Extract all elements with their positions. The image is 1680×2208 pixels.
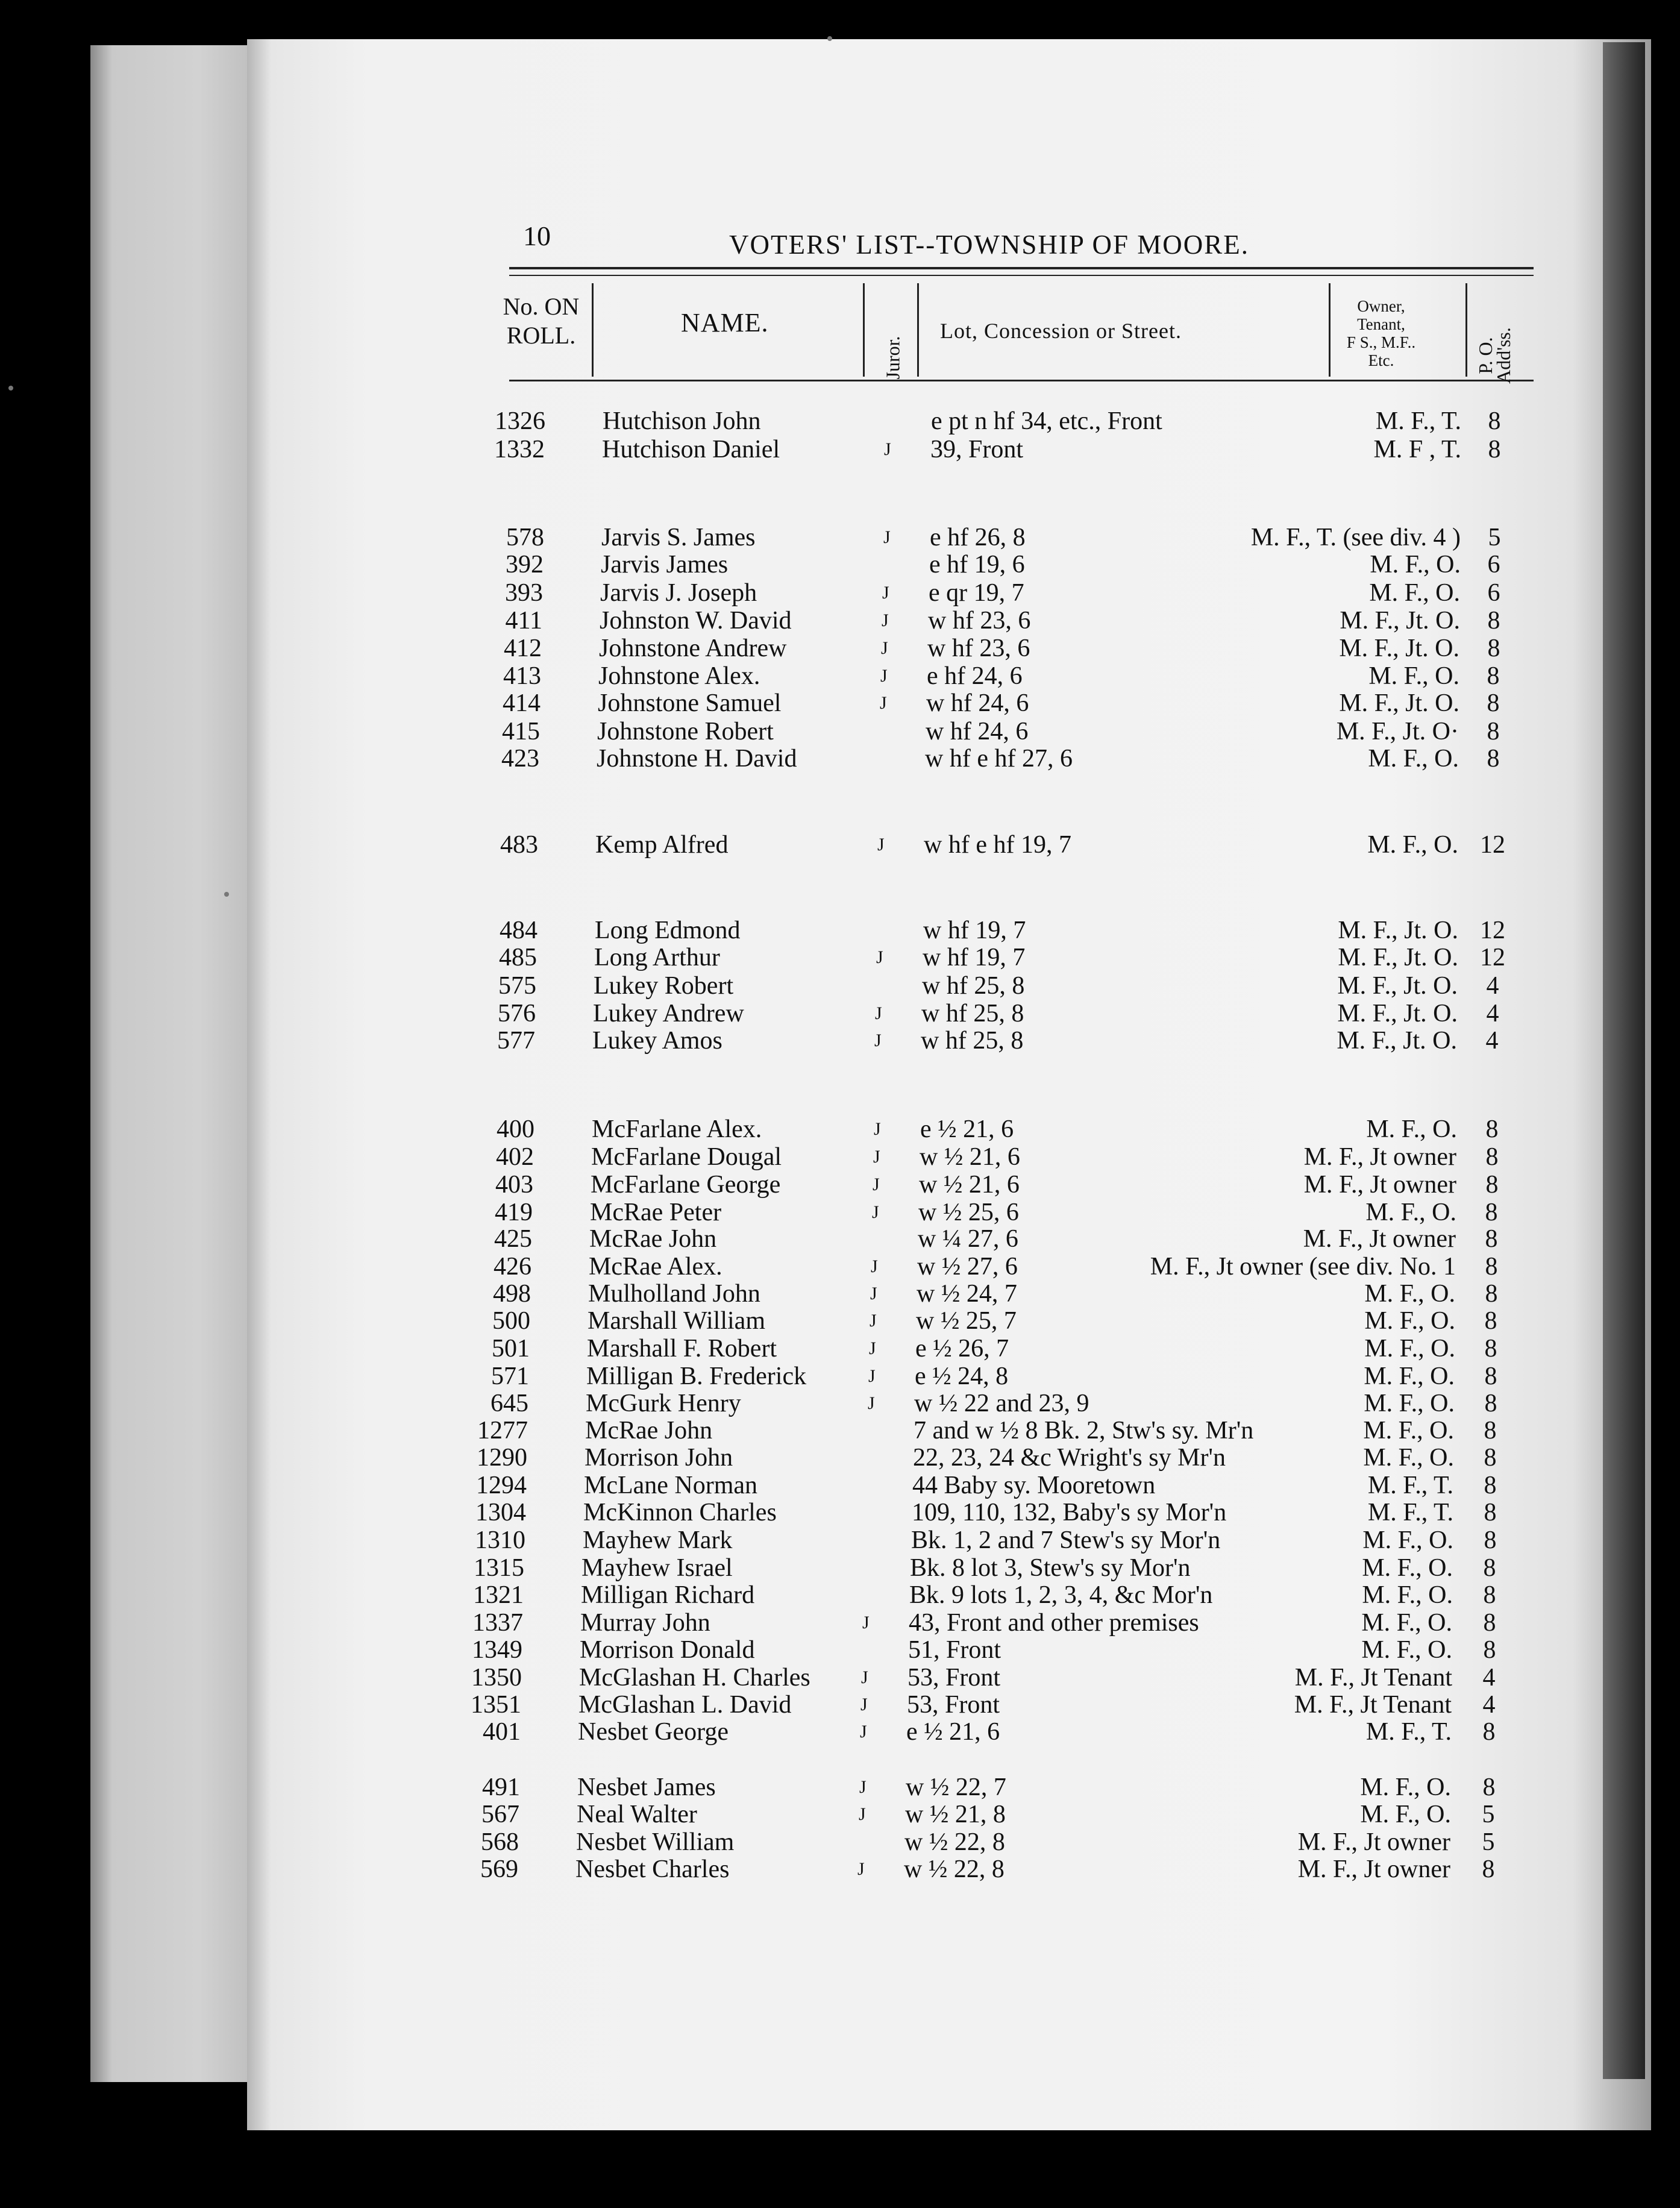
voter-name: Kemp Alfred: [595, 831, 729, 859]
owner-status: M. F., T.: [1365, 1718, 1452, 1746]
owner-status: M. F., Jt. O.: [1338, 944, 1458, 971]
lot-concession: w ½ 22, 7: [906, 1774, 1006, 1801]
juror-mark: J: [870, 1311, 877, 1331]
voter-name: McGlashan L. David: [578, 1691, 792, 1719]
owner-status: M. F., O.: [1363, 1417, 1454, 1444]
column-divider: [1329, 283, 1331, 377]
juror-mark: J: [860, 1695, 868, 1714]
lot-concession: e ½ 21, 6: [906, 1718, 1000, 1746]
owner-status: M. F., O.: [1364, 1280, 1455, 1308]
owner-status: M. F., Jt. O.: [1338, 917, 1458, 944]
roll-number: 484: [500, 917, 538, 944]
post-office: 8: [1487, 745, 1500, 773]
juror-mark: J: [874, 1030, 882, 1050]
roll-number: 413: [503, 662, 541, 690]
voter-name: Morrison Donald: [580, 1636, 755, 1664]
scan-speck: [8, 386, 13, 390]
post-office: 8: [1485, 1280, 1498, 1308]
voter-name: Milligan Richard: [581, 1581, 755, 1609]
lot-concession: w ½ 25, 7: [916, 1307, 1017, 1335]
owner-status: M. F., Jt. O.: [1339, 689, 1459, 717]
voter-name: McFarlane Alex.: [592, 1115, 762, 1143]
voter-name: Marshall William: [588, 1307, 765, 1335]
voter-name: Jarvis James: [601, 551, 729, 579]
roll-number: 577: [497, 1027, 535, 1055]
owner-status: M. F., O.: [1363, 1444, 1454, 1472]
juror-mark: J: [872, 1202, 879, 1222]
roll-number: 578: [506, 524, 544, 551]
lot-concession: w ¼ 27, 6: [918, 1225, 1018, 1253]
roll-number: 568: [481, 1828, 519, 1856]
post-office: 8: [1487, 662, 1500, 690]
roll-number: 501: [492, 1335, 530, 1363]
post-office: 8: [1483, 1554, 1496, 1582]
voter-name: Mulholland John: [588, 1280, 760, 1308]
juror-mark: J: [870, 1284, 877, 1303]
column-header-po: P. O. Add'ss.: [1475, 327, 1514, 384]
juror-mark: J: [877, 835, 885, 855]
post-office: 8: [1488, 436, 1501, 463]
voter-name: Lukey Robert: [594, 972, 734, 1000]
roll-number: 1277: [477, 1417, 528, 1444]
lot-concession: 7 and w ½ 8 Bk. 2, Stw's sy. Mr'n: [914, 1417, 1254, 1444]
juror-mark: J: [868, 1366, 876, 1386]
scan-speck: [224, 892, 229, 897]
lot-concession: w ½ 27, 6: [917, 1253, 1018, 1281]
juror-mark: J: [857, 1859, 865, 1879]
owner-status: M. F., O.: [1360, 1774, 1451, 1801]
owner-status: M. F., O.: [1362, 1581, 1453, 1609]
voter-name: McRae Alex.: [589, 1253, 722, 1281]
roll-number: 1326: [495, 407, 545, 435]
voter-name: Johnstone Robert: [597, 718, 774, 745]
roll-number: 491: [482, 1774, 520, 1801]
lot-concession: 43, Front and other premises: [909, 1609, 1199, 1637]
column-header-roll: No. ON ROLL.: [503, 293, 580, 349]
column-header-name: NAME.: [681, 308, 769, 337]
juror-mark: J: [868, 1393, 875, 1413]
roll-number: 401: [483, 1718, 521, 1746]
owner-status: M. F., O.: [1365, 1199, 1456, 1226]
post-office: 8: [1487, 635, 1500, 662]
post-office: 8: [1485, 1171, 1499, 1199]
owner-status: M. F., Jt owner (see div. No. 1: [1150, 1253, 1456, 1281]
roll-number: 1337: [472, 1609, 523, 1637]
juror-mark: J: [859, 1777, 867, 1797]
juror-mark: J: [859, 1804, 866, 1824]
post-office: 8: [1484, 1363, 1497, 1390]
lot-concession: 51, Front: [908, 1636, 1001, 1664]
juror-mark: J: [862, 1613, 870, 1632]
post-office: 12: [1480, 917, 1505, 944]
voter-name: Johnstone Andrew: [599, 635, 787, 662]
owner-status: M. F., O.: [1368, 662, 1459, 690]
juror-mark: J: [880, 693, 887, 713]
post-office: 8: [1484, 1335, 1497, 1363]
lot-concession: w hf 19, 7: [923, 917, 1026, 944]
header-top-rule-thin: [509, 275, 1534, 276]
voter-name: McRae John: [585, 1417, 713, 1444]
owner-status: M. F., Jt. O.: [1339, 635, 1459, 662]
roll-number: 1321: [473, 1581, 524, 1609]
scan-speck: [827, 36, 832, 41]
voter-name: Lukey Andrew: [593, 1000, 744, 1027]
voter-name: Johnstone Samuel: [598, 689, 782, 717]
post-office: 4: [1485, 1027, 1499, 1055]
lot-concession: w ½ 22, 8: [904, 1828, 1005, 1856]
lot-concession: 22, 23, 24 &c Wright's sy Mr'n: [913, 1444, 1226, 1472]
juror-mark: J: [876, 947, 883, 967]
post-office: 6: [1487, 579, 1500, 607]
lot-concession: w hf e hf 19, 7: [924, 831, 1071, 859]
roll-number: 402: [496, 1143, 534, 1171]
owner-status: M. F., O.: [1368, 745, 1459, 773]
roll-number: 412: [504, 635, 542, 662]
juror-mark: J: [860, 1722, 867, 1742]
lot-concession: 39, Front: [930, 436, 1024, 463]
owner-status: M. F., O.: [1360, 1801, 1451, 1828]
post-office: 12: [1480, 944, 1505, 971]
lot-concession: w ½ 24, 7: [917, 1280, 1017, 1308]
juror-mark: J: [869, 1338, 876, 1358]
post-office: 8: [1484, 1444, 1497, 1472]
owner-status: M. F., O.: [1369, 579, 1460, 607]
voter-name: McFarlane Dougal: [591, 1143, 782, 1171]
voter-name: Hutchison John: [603, 407, 761, 435]
roll-number: 567: [481, 1801, 519, 1828]
roll-number: 1304: [475, 1499, 526, 1526]
lot-concession: w hf 19, 7: [923, 944, 1026, 971]
roll-number: 411: [505, 607, 542, 635]
owner-status: M. F., Jt owner: [1303, 1143, 1456, 1171]
owner-status: M. F., Jt. O.: [1337, 1027, 1457, 1055]
post-office: 8: [1487, 689, 1500, 717]
voter-name: Mayhew Mark: [583, 1526, 733, 1554]
roll-number: 423: [501, 745, 539, 773]
owner-status: M. F., O.: [1362, 1526, 1453, 1554]
voter-name: Johnston W. David: [600, 607, 792, 635]
header-bottom-rule: [509, 380, 1534, 381]
roll-number: 569: [480, 1855, 518, 1883]
page-edge-shadow: [1603, 42, 1645, 2079]
post-office: 8: [1485, 1115, 1499, 1143]
post-office: 4: [1482, 1664, 1496, 1692]
voter-name: McRae Peter: [590, 1199, 722, 1226]
voter-name: Nesbet George: [578, 1718, 729, 1746]
lot-concession: w hf 23, 6: [927, 635, 1030, 662]
lot-concession: w ½ 25, 6: [918, 1199, 1019, 1226]
post-office: 8: [1485, 1143, 1499, 1171]
lot-concession: e qr 19, 7: [929, 579, 1024, 607]
post-office: 8: [1482, 1718, 1496, 1746]
voter-name: Hutchison Daniel: [602, 436, 780, 463]
owner-status: M. F., O.: [1361, 1609, 1452, 1637]
lot-concession: e ½ 26, 7: [915, 1335, 1009, 1363]
lot-concession: e hf 24, 6: [927, 662, 1023, 690]
lot-concession: w hf 25, 8: [921, 1027, 1024, 1055]
lot-concession: 44 Baby sy. Mooretown: [912, 1472, 1156, 1499]
lot-concession: 109, 110, 132, Baby's sy Mor'n: [912, 1499, 1227, 1526]
roll-number: 571: [491, 1363, 529, 1390]
lot-concession: Bk. 9 lots 1, 2, 3, 4, &c Mor'n: [909, 1581, 1213, 1609]
voter-name: Neal Walter: [577, 1801, 697, 1828]
roll-number: 426: [494, 1253, 531, 1281]
voter-name: Mayhew Israel: [581, 1554, 733, 1582]
juror-mark: J: [880, 666, 888, 686]
column-divider: [863, 283, 865, 377]
roll-number: 1351: [471, 1691, 521, 1719]
voter-name: Jarvis J. Joseph: [600, 579, 757, 607]
owner-status: M. F., O.: [1364, 1390, 1455, 1417]
owner-status: M. F., T. (see div. 4 ): [1250, 524, 1461, 551]
lot-concession: w ½ 22 and 23, 9: [914, 1390, 1089, 1417]
post-office: 4: [1486, 1000, 1499, 1027]
post-office: 4: [1482, 1691, 1496, 1719]
lot-concession: w hf 24, 6: [926, 689, 1029, 717]
owner-status: M. F., T.: [1367, 1472, 1453, 1499]
voter-name: McGurk Henry: [586, 1390, 741, 1417]
post-office: 8: [1483, 1636, 1496, 1664]
owner-status: M. F., Jt. O.: [1337, 972, 1458, 1000]
roll-number: 415: [502, 718, 540, 745]
voter-name: McLane Norman: [584, 1472, 758, 1499]
voter-name: Lukey Amos: [592, 1027, 722, 1055]
owner-status: M. F., O.: [1361, 1636, 1452, 1664]
lot-concession: w hf e hf 27, 6: [925, 745, 1073, 773]
roll-number: 500: [492, 1307, 530, 1335]
roll-number: 645: [491, 1390, 528, 1417]
post-office: 8: [1482, 1774, 1496, 1801]
roll-number: 414: [503, 689, 541, 717]
roll-number: 498: [493, 1280, 531, 1308]
owner-status: M. F., O.: [1364, 1335, 1455, 1363]
juror-mark: J: [873, 1175, 880, 1194]
column-header-lot: Lot, Concession or Street.: [940, 319, 1182, 343]
owner-status: M. F., Jt Tenant: [1294, 1691, 1452, 1719]
lot-concession: e ½ 24, 8: [915, 1363, 1009, 1390]
roll-number: 393: [505, 579, 543, 607]
lot-concession: Bk. 1, 2 and 7 Stew's sy Mor'n: [911, 1526, 1221, 1554]
roll-number: 400: [497, 1115, 534, 1143]
post-office: 8: [1485, 1199, 1498, 1226]
juror-mark: J: [861, 1667, 868, 1687]
voter-name: Milligan B. Frederick: [586, 1363, 807, 1390]
roll-number: 1290: [477, 1444, 527, 1472]
lot-concession: w hf 24, 6: [926, 718, 1029, 745]
voter-name: Marshall F. Robert: [587, 1335, 777, 1363]
post-office: 8: [1487, 718, 1500, 745]
juror-mark: J: [883, 527, 891, 547]
lot-concession: w hf 25, 8: [921, 1000, 1024, 1027]
roll-number: 485: [499, 944, 537, 971]
lot-concession: e ½ 21, 6: [920, 1115, 1014, 1143]
header-top-rule: [509, 267, 1534, 269]
juror-mark: J: [874, 1119, 881, 1139]
voter-name: Johnstone H. David: [597, 745, 797, 773]
roll-number: 1332: [494, 436, 545, 463]
post-office: 8: [1487, 607, 1500, 635]
juror-mark: J: [881, 638, 888, 658]
owner-status: M. F., O.: [1370, 551, 1461, 579]
juror-mark: J: [871, 1256, 878, 1276]
page-title: VOTERS' LIST--TOWNSHIP OF MOORE.: [729, 230, 1249, 260]
post-office: 8: [1484, 1417, 1497, 1444]
juror-mark: J: [875, 1003, 882, 1023]
owner-status: M. F., O.: [1366, 1115, 1457, 1143]
owner-status: M. F , T.: [1373, 436, 1461, 463]
post-office: 5: [1488, 524, 1501, 551]
roll-number: 575: [498, 972, 536, 1000]
post-office: 8: [1488, 407, 1501, 435]
lot-concession: w ½ 21, 6: [919, 1171, 1020, 1199]
post-office: 8: [1482, 1855, 1495, 1883]
owner-status: M. F., Jt owner: [1297, 1828, 1450, 1856]
owner-status: M. F., Jt. O·: [1336, 718, 1459, 745]
owner-status: M. F., Jt Tenant: [1294, 1664, 1452, 1692]
post-office: 8: [1485, 1225, 1498, 1253]
voter-name: McGlashan H. Charles: [579, 1664, 810, 1692]
lot-concession: w ½ 21, 8: [905, 1801, 1006, 1828]
roll-number: 1349: [472, 1636, 522, 1664]
voter-name: McKinnon Charles: [583, 1499, 777, 1526]
post-office: 5: [1482, 1828, 1495, 1856]
roll-number: 576: [498, 1000, 536, 1027]
voter-name: Murray John: [580, 1609, 710, 1637]
roll-number: 419: [495, 1199, 533, 1226]
roll-number: 392: [506, 551, 544, 579]
post-office: 8: [1484, 1472, 1497, 1499]
post-office: 4: [1486, 972, 1499, 1000]
voter-name: Nesbet James: [577, 1774, 716, 1801]
lot-concession: e hf 26, 8: [930, 524, 1026, 551]
roll-number: 483: [500, 831, 538, 859]
post-office: 8: [1484, 1390, 1497, 1417]
post-office: 8: [1484, 1499, 1497, 1526]
juror-mark: J: [873, 1147, 880, 1167]
column-divider: [1465, 283, 1467, 377]
voter-name: Long Edmond: [595, 917, 741, 944]
owner-status: M. F., Jt owner: [1297, 1855, 1450, 1883]
lot-concession: 53, Front: [907, 1664, 1001, 1692]
owner-status: M. F., O.: [1364, 1363, 1455, 1390]
roll-number: 1310: [475, 1526, 525, 1554]
post-office: 5: [1482, 1801, 1495, 1828]
underlying-page-edge: [90, 45, 271, 2082]
post-office: 8: [1484, 1526, 1497, 1554]
voter-name: Jarvis S. James: [601, 524, 756, 551]
voter-name: McRae John: [589, 1225, 717, 1253]
lot-concession: w ½ 22, 8: [904, 1855, 1005, 1883]
roll-number: 1350: [471, 1664, 522, 1692]
voter-name: Nesbet Charles: [575, 1855, 730, 1883]
roll-number: 1294: [476, 1472, 527, 1499]
owner-status: M. F., O.: [1362, 1554, 1453, 1582]
owner-status: M. F., O.: [1367, 831, 1458, 859]
owner-status: M. F., T.: [1375, 407, 1461, 435]
owner-status: M. F., Jt owner: [1303, 1171, 1456, 1199]
voter-name: Johnstone Alex.: [598, 662, 760, 690]
lot-concession: e pt n hf 34, etc., Front: [931, 407, 1162, 435]
juror-mark: J: [882, 583, 889, 603]
post-office: 8: [1485, 1253, 1498, 1281]
post-office: 8: [1483, 1581, 1496, 1609]
lot-concession: e hf 19, 6: [929, 551, 1025, 579]
voter-name: Long Arthur: [594, 944, 720, 971]
owner-status: M. F., Jt. O.: [1340, 607, 1460, 635]
roll-number: 425: [494, 1225, 532, 1253]
roll-number: 1315: [474, 1554, 524, 1582]
column-header-juror: Juror.: [882, 336, 904, 380]
post-office: 12: [1480, 831, 1505, 859]
post-office: 6: [1487, 551, 1500, 579]
lot-concession: w hf 23, 6: [928, 607, 1031, 635]
voter-name: Morrison John: [585, 1444, 733, 1472]
column-divider: [917, 283, 919, 377]
juror-mark: J: [884, 439, 891, 459]
voter-name: Nesbet William: [576, 1828, 735, 1856]
owner-status: M. F., O.: [1364, 1307, 1455, 1335]
owner-status: M. F., T.: [1367, 1499, 1453, 1526]
lot-concession: w ½ 21, 6: [920, 1143, 1020, 1171]
owner-status: M. F., Jt. O.: [1337, 1000, 1458, 1027]
page-number: 10: [523, 221, 551, 251]
voter-name: McFarlane George: [591, 1171, 781, 1199]
juror-mark: J: [882, 610, 889, 630]
owner-status: M. F., Jt owner: [1303, 1225, 1456, 1253]
lot-concession: w hf 25, 8: [922, 972, 1025, 1000]
column-header-owner: Owner, Tenant, F S., M.F.. Etc.: [1346, 297, 1416, 369]
lot-concession: 53, Front: [907, 1691, 1000, 1719]
post-office: 8: [1484, 1307, 1497, 1335]
lot-concession: Bk. 8 lot 3, Stew's sy Mor'n: [910, 1554, 1191, 1582]
post-office: 8: [1483, 1609, 1496, 1637]
roll-number: 403: [495, 1171, 533, 1199]
